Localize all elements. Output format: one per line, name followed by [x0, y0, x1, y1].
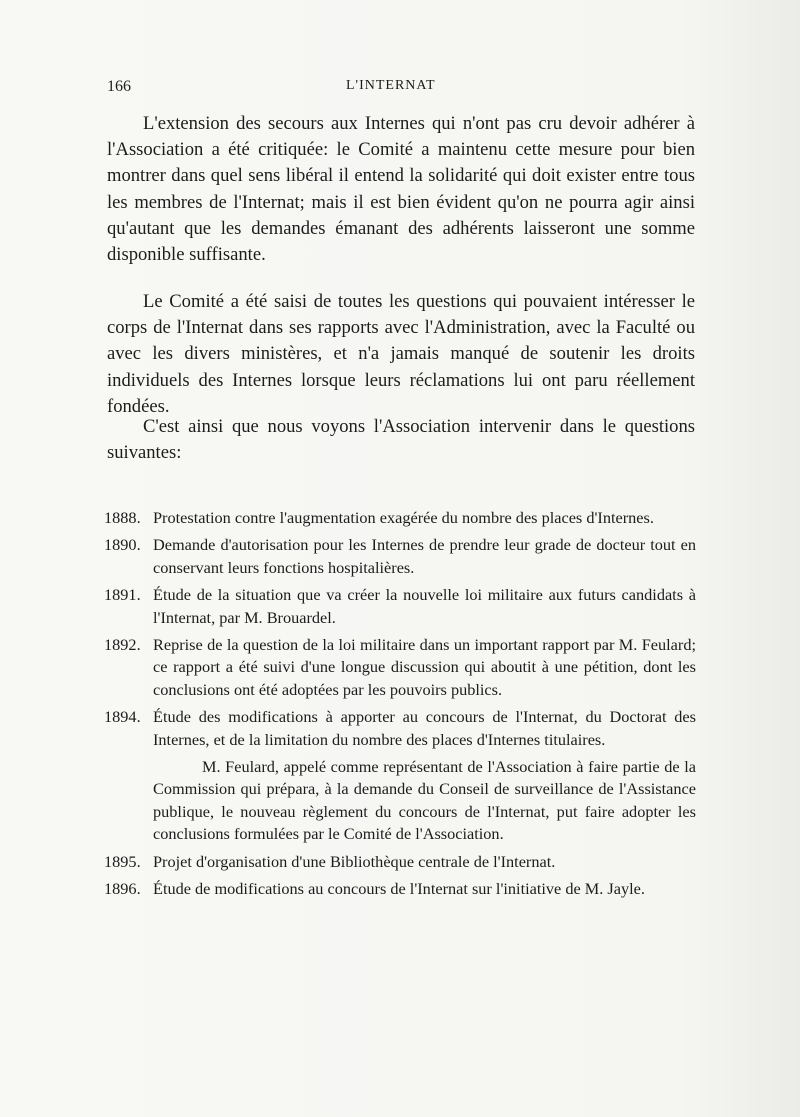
note-text: M. Feulard, appelé comme représentant de l'Association à faire partie de la Commission qui prépara, à la demande du Conseil de surveillance de l'Assistance publique, le nouveau règlement du concours de l'Internat, put faire adopter les conclusions formulées par le Comité de l'Association. [153, 757, 696, 844]
list-item-1896 [104, 878, 696, 900]
paragraph-text: L'extension des secours aux Internes qui n'ont pas cru devoir adhérer à l'Association a été critiquée: le Comité a maintenu cette mesure pour bien montrer dans quel sens libéral il entend la solidarité qui doit exister entre tous les membres de l'Internat; mais il est bien évident qu'on ne pourra agir ainsi qu'autant que les demandes émanant des adhérents laisseront une somme disponible suffisante. [107, 113, 695, 266]
entry-year: 1890. [104, 535, 141, 555]
list-item-1891 [104, 584, 696, 629]
entry-text: Étude de modifications au concours de l'Internat sur l'initiative de M. Jayle. [153, 879, 645, 899]
list-item-1895 [104, 851, 696, 873]
entry-text: Projet d'organisation d'une Bibliothèque centrale de l'Internat. [153, 851, 556, 871]
entry-year: 1894. [104, 707, 141, 727]
entry-text: Étude de la situation que va créer la nouvelle loi militaire aux futurs candidats à l'Internat, par M. Brouardel. [153, 585, 696, 627]
page-number: 166 [107, 78, 131, 95]
entry-text: Étude des modifications à apporter au concours de l'Internat, du Doctorat des Internes, et de la limitation du nombre des places d'Internes titulaires. [153, 707, 696, 749]
feulard-note [104, 756, 696, 846]
page-header [0, 78, 800, 98]
list-item-1892 [104, 634, 696, 701]
paragraph-extension-secours [107, 111, 695, 268]
entry-text: Reprise de la question de la loi militaire dans un important rapport par M. Feulard; ce rapport a été suivi d'une longue discussion qui aboutit à une pétition, dont les conclusions ont été adoptées par les pouvoirs publics. [153, 635, 696, 699]
list-item-1890 [104, 534, 696, 579]
paragraph-questions-intro [107, 414, 695, 466]
chronology-list [104, 507, 696, 906]
entry-text: Protestation contre l'augmentation exagérée du nombre des places d'Internes. [153, 508, 654, 527]
entry-year: 1895. [104, 851, 141, 871]
entry-text: Demande d'autorisation pour les Internes de prendre leur grade de docteur tout en conservant leurs fonctions hospitalières. [153, 535, 696, 577]
paragraph-text: C'est ainsi que nous voyons l'Association intervenir dans le questions suivantes: [107, 416, 695, 464]
entry-year: 1896. [104, 879, 141, 899]
paragraph-comite-saisi [107, 289, 695, 420]
entry-year: 1892. [104, 635, 141, 655]
entry-year: 1888. [104, 508, 141, 527]
entry-year: 1891. [104, 585, 141, 605]
paragraph-text: Le Comité a été saisi de toutes les questions qui pouvaient intéresser le corps de l'Internat dans ses rapports avec l'Administration, avec la Faculté ou avec les divers ministères, et n'a jamais manqué de soutenir les droits individuels des Internes lorsque leurs réclamations lui ont paru réellement fondées. [107, 291, 695, 417]
running-title: L'INTERNAT [346, 78, 436, 93]
list-item-1894 [104, 706, 696, 751]
list-item-1888 [104, 507, 696, 529]
